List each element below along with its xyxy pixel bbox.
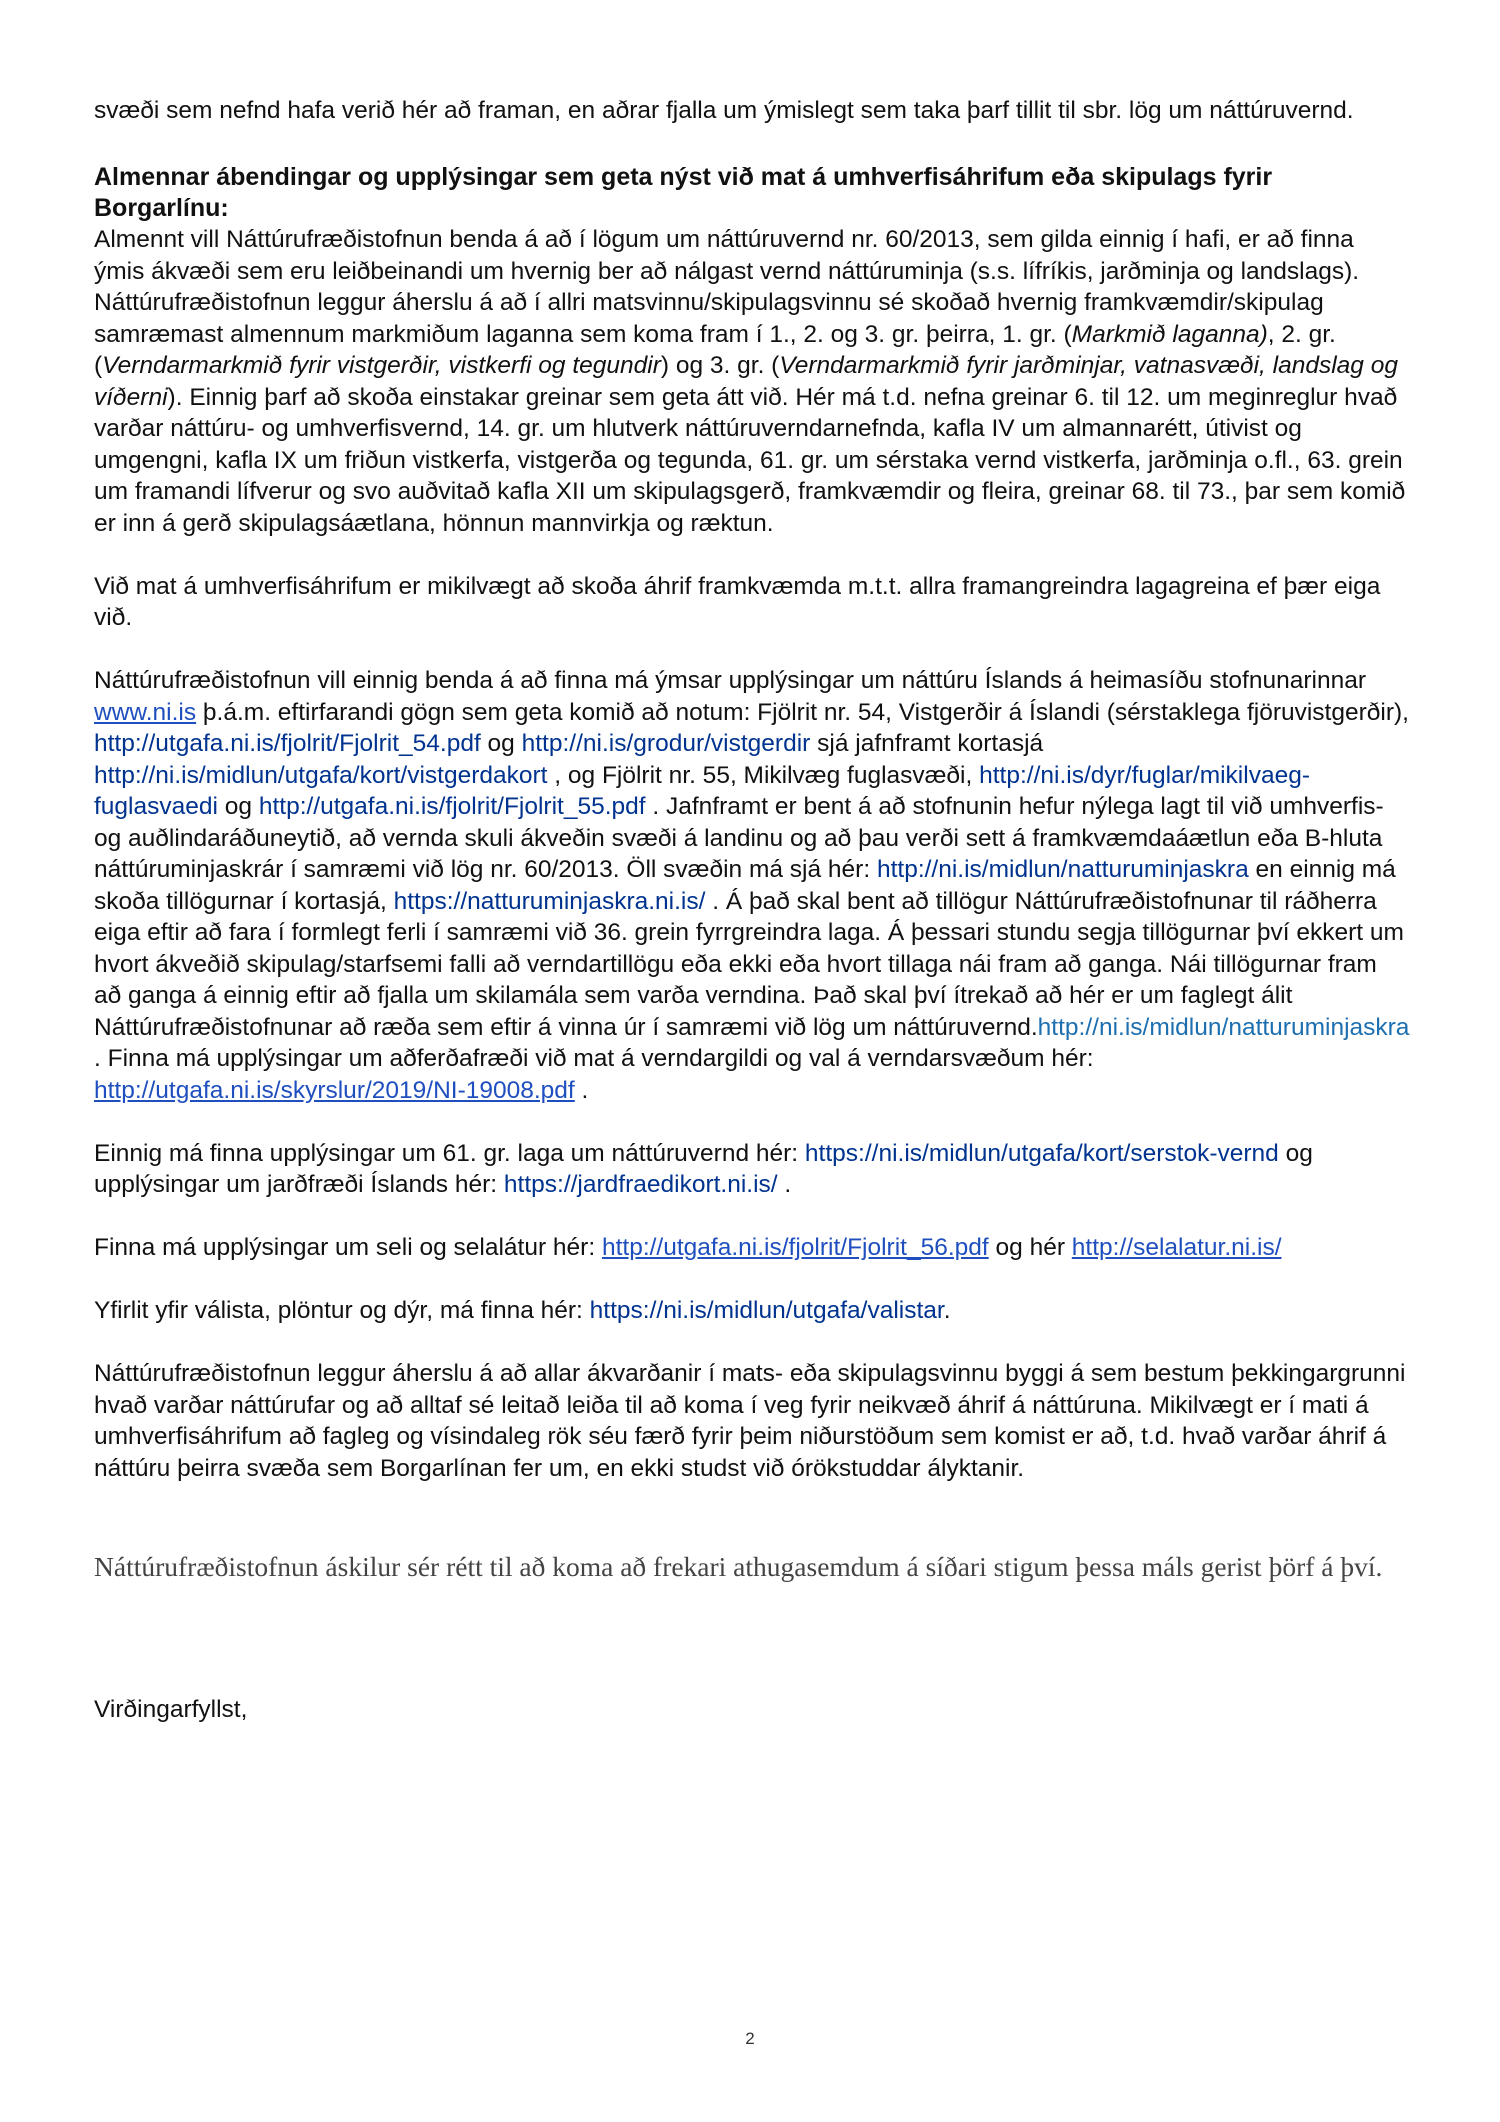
fjolrit-56-link[interactable]: http://utgafa.ni.is/fjolrit/Fjolrit_56.pdf — [601, 1234, 989, 1261]
geology-paragraph: Einnig má finna upplýsingar um 61. gr. laga um náttúruvernd hér: https://ni.is/midlun/utgafa/kort/serstok-vernd og upplýsingar um jarðfræði Íslands hér: https://jardfraedikort.ni.is/ . — [94, 1139, 1313, 1198]
impact-assessment-paragraph: Við mat á umhverfisáhrifum er mikilvægt að skoða áhrif framkvæmda m.t.t. allra framangreindra lagagreina ef þær eiga við. — [94, 572, 1381, 631]
closing-salutation: Virðingarfyllst, — [94, 1696, 248, 1723]
natturuminjaskra-link[interactable]: http://ni.is/midlun/natturuminjaskra — [876, 856, 1249, 883]
fjolrit-54-link[interactable]: http://utgafa.ni.is/fjolrit/Fjolrit_54.pdf — [94, 730, 481, 757]
ni-website-link[interactable]: www.ni.is — [94, 698, 197, 726]
seals-paragraph: Finna má upplýsingar um seli og selalátur hér: http://utgafa.ni.is/fjolrit/Fjolrit_56.pdf og hér http://selalatur.ni.is/ — [94, 1234, 1282, 1261]
intro-paragraph: svæði sem nefnd hafa verið hér að framan, en aðrar fjalla um ýmislegt sem taka þarf tillit til sbr. lög um náttúruvernd. — [94, 97, 1354, 124]
emphasis-paragraph: Náttúrufræðistofnun leggur áherslu á að allar ákvarðanir í mats- eða skipulagsvinnu byggi á sem bestum þekkingargrunni hvað varðar náttúrufar og að alltaf sé leitað leiða til að koma í veg fyrir neikvæð áhrif á náttúruna. Mikilvægt er í mati á umhverfisáhrifum að fagleg og vísindaleg rök séu færð fyrir þeim niðurstöðum sem komist er að, t.d. hvað varðar áhrif á náttúru þeirra svæða sem Borgarlínan fer um, en ekki studst við órökstuddar ályktanir. — [94, 1360, 1406, 1482]
section-heading: Almennar ábendingar og upplýsingar sem geta nýst við mat á umhverfisáhrifum eða skipulags fyrir Borgarlínu: — [94, 163, 1273, 222]
selalatur-link[interactable]: http://selalatur.ni.is/ — [1071, 1234, 1282, 1261]
fuglasvaedi-link[interactable]: http://ni.is/dyr/fuglar/mikilvaeg-fuglasvaedi — [94, 761, 1310, 820]
skyrsla-link[interactable]: http://utgafa.ni.is/skyrslur/2019/NI-19008.pdf — [94, 1076, 575, 1104]
jardfraedikort-link[interactable]: https://jardfraedikort.ni.is/ — [503, 1171, 778, 1198]
reservation-paragraph: Náttúrufræðistofnun áskilur sér rétt til að koma að frekari athugasemdum á síðari stigum þessa máls gerist þörf á því. — [94, 1551, 1383, 1582]
natturuminjaskra-map-link[interactable]: https://natturuminjaskra.ni.is/ — [393, 887, 706, 915]
page-number: 2 — [745, 2029, 755, 2048]
serstok-vernd-link[interactable]: https://ni.is/midlun/utgafa/kort/serstok-vernd — [804, 1139, 1279, 1167]
vistgerdir-link[interactable]: http://ni.is/grodur/vistgerdir — [521, 730, 811, 757]
fjolrit-55-link[interactable]: http://utgafa.ni.is/fjolrit/Fjolrit_55.pdf — [258, 793, 646, 820]
resources-paragraph: Náttúrufræðistofnun vill einnig benda á að finna má ýmsar upplýsingar um náttúru Íslands á heimasíðu stofnunarinnar www.ni.is þ.á.m. eftirfarandi gögn sem geta komið að notum: Fjölrit nr. 54, Vistgerðir á Íslandi (sérstaklega fjöruvistgerðir), http://utgafa.ni.is/fjolrit/Fjolrit_54.pdf og http://ni.is/grodur/vistgerdir sjá jafnframt kortasjá http://ni.is/midlun/utgafa/kort/vistgerdakort , og Fjölrit nr. 55, Mikilvæg fuglasvæði, http://ni.is/dyr/fuglar/mikilvaeg-fuglasvaedi og http://utgafa.ni.is/fjolrit/Fjolrit_55.pdf . Jafnframt er bent á að stofnunin hefur nýlega lagt til við umhverfis- og auðlindaráðuneytið, að vernda skuli ákveðin svæði á landinu og að þau verði sett á framkvæmdaáætlun eða B-hluta náttúruminjaskrár í samræmi við lög nr. 60/2013. Öll svæðin má sjá hér: http://ni.is/midlun/natturuminjaskra en einnig má skoða tillögurnar í kortasjá, https://natturuminjaskra.ni.is/ . Á það skal bent að tillögur Náttúrufræðistofnunar til ráðherra eiga eftir að fara í formlegt ferli í samræmi við 36. grein fyrrgreindra laga. Á þessari stundu segja tillögurnar því ekkert um hvort ákveðið skipulag/starfsemi falli að verndartillögu eða ekki eða hvort tillaga nái fram að ganga. Nái tillögurnar fram að ganga á einnig eftir að fjalla um skilamála sem varða verndina. Það skal því ítrekað að hér er um faglegt álit Náttúrufræðistofnunar að ræða sem eftir á vinna úr í samræmi við lög um náttúruvernd.http://ni.is/midlun/natturuminjaskra . Finna má upplýsingar um aðferðafræði við mat á verndargildi og val á verndarsvæðum hér: http://utgafa.ni.is/skyrslur/2019/NI-19008.pdf . — [94, 667, 1410, 1104]
valistar-link[interactable]: https://ni.is/midlun/utgafa/valistar — [589, 1297, 944, 1324]
laws-paragraph: Almennt vill Náttúrufræðistofnun benda á að í lögum um náttúruvernd nr. 60/2013, sem gilda einnig í hafi, er að finna ýmis ákvæði sem eru leiðbeinandi um hvernig ber að nálgast vernd náttúruminja (s.s. lífríkis, jarðminja og landslags). Náttúrufræðistofnun leggur áherslu á að í allri matsvinnu/skipulagsvinnu sé skoðað hvernig framkvæmdir/skipulag samræmast almennum markmiðum laganna sem koma fram í 1., 2. og 3. gr. þeirra, 1. gr. (Markmið laganna), 2. gr. (Verndarmarkmið fyrir vistgerðir, vistkerfi og tegundir) og 3. gr. (Verndarmarkmið fyrir jarðminjar, vatnasvæði, landslag og víðerni). Einnig þarf að skoða einstakar greinar sem geta átt við. Hér má t.d. nefna greinar 6. til 12. um meginreglur hvað varðar náttúru- og umhverfisvernd, 14. gr. um hlutverk náttúruverndarnefnda, kafla IV um almannarétt, útivist og umgengni, kafla IX um friðun vistkerfa, vistgerða og tegunda, 61. gr. um sérstaka vernd vistkerfa, jarðminja o.fl., 63. grein um framandi lífverur og svo auðvitað kafla XII um skipulagsgerð, framkvæmdir og fleira, greinar 68. til 73., þar sem komið er inn á gerð skipulagsáætlana, hönnun mannvirkja og ræktun. — [94, 226, 1406, 537]
vistgerdakort-link[interactable]: http://ni.is/midlun/utgafa/kort/vistgerdakort — [94, 761, 548, 789]
redlist-paragraph: Yfirlit yfir válista, plöntur og dýr, má finna hér: https://ni.is/midlun/utgafa/valistar. — [94, 1297, 951, 1324]
natturuminjaskra-link-2[interactable]: http://ni.is/midlun/natturuminjaskra — [1037, 1013, 1410, 1041]
